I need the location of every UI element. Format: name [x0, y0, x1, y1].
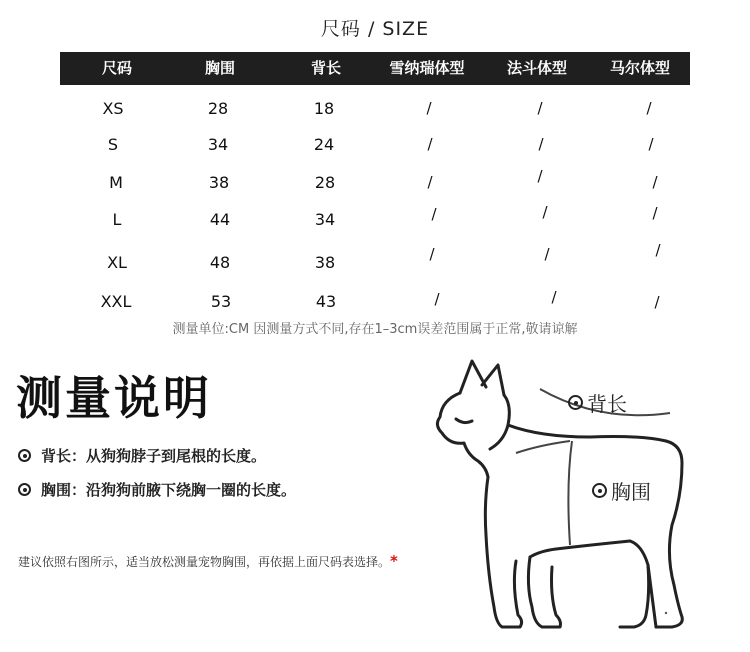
cell-schnauzer: / [427, 135, 433, 153]
chest-label-text: 胸围 [611, 480, 651, 504]
measurement-note: 测量单位:CM 因测量方式不同,存在1–3cm误差范围属于正常,敬请谅解 [172, 322, 578, 337]
cell-chest: 38 [208, 173, 230, 192]
cell-chest: 34 [207, 135, 229, 154]
cell-back: 24 [313, 135, 335, 154]
cell-schnauzer: / [429, 245, 435, 263]
chest-instruction [18, 479, 296, 500]
cell-back: 18 [313, 99, 335, 118]
cell-schnauzer: / [431, 205, 437, 223]
cell-maltese: / [648, 135, 654, 153]
cell-maltese: / [654, 293, 660, 311]
cell-size: S [107, 135, 119, 154]
cell-size: XXL [100, 292, 132, 311]
cell-back: 38 [314, 253, 336, 272]
cell-size: XL [107, 253, 127, 272]
cell-size: L [112, 210, 122, 229]
back-length-instruction [18, 445, 266, 466]
cell-back: 34 [314, 210, 336, 229]
cell-maltese: / [646, 99, 652, 117]
asterisk: * [390, 552, 398, 570]
cell-frenchie: / [537, 99, 543, 117]
cell-maltese: / [652, 173, 658, 191]
header-maltese: 马尔体型 [609, 59, 671, 77]
target-icon [18, 449, 31, 462]
cell-frenchie: / [537, 167, 543, 185]
cell-back: 43 [315, 292, 337, 311]
back-length-label [568, 388, 627, 417]
target-icon [18, 483, 31, 496]
header-size: 尺码 [101, 59, 133, 77]
cell-frenchie: / [544, 245, 550, 263]
cell-frenchie: / [542, 203, 548, 221]
cell-chest: 53 [210, 292, 232, 311]
back-length-text: 背长：从狗狗脖子到尾根的长度。 [41, 447, 267, 465]
cell-maltese: / [655, 241, 661, 259]
cell-maltese: / [652, 204, 658, 222]
cell-frenchie: / [551, 288, 557, 306]
size-title: 尺码 / SIZE [320, 18, 430, 40]
table-row [0, 135, 750, 159]
cell-size: XS [102, 99, 124, 118]
cell-frenchie: / [538, 135, 544, 153]
target-icon [568, 395, 583, 410]
table-header [60, 52, 690, 85]
header-chest: 胸围 [204, 59, 236, 77]
cell-chest: 44 [209, 210, 231, 229]
table-row [0, 203, 750, 234]
cell-back: 28 [314, 173, 336, 192]
table-row [0, 241, 750, 277]
cell-schnauzer: / [427, 173, 433, 191]
table-row [0, 288, 750, 316]
chest-label [592, 476, 651, 505]
header-frenchie: 法斗体型 [506, 59, 568, 77]
back-length-label-text: 背长 [587, 392, 627, 416]
header-back: 背长 [310, 59, 342, 77]
header-schnauzer: 雪纳瑞体型 [389, 59, 465, 77]
chest-text: 胸围：沿狗狗前腋下绕胸一圈的长度。 [41, 481, 297, 499]
cell-schnauzer: / [434, 290, 440, 308]
cell-chest: 28 [207, 99, 229, 118]
cell-chest: 48 [209, 253, 231, 272]
table-row [0, 99, 750, 123]
measure-title: 测量说明 [16, 371, 212, 425]
cell-size: M [109, 173, 123, 192]
advice-text [18, 552, 398, 570]
advice-label: 建议依照右图所示，适当放松测量宠物胸围，再依据上面尺码表选择。 [18, 555, 391, 569]
cell-schnauzer: / [426, 99, 432, 117]
table-row [0, 167, 750, 197]
target-icon [592, 483, 607, 498]
